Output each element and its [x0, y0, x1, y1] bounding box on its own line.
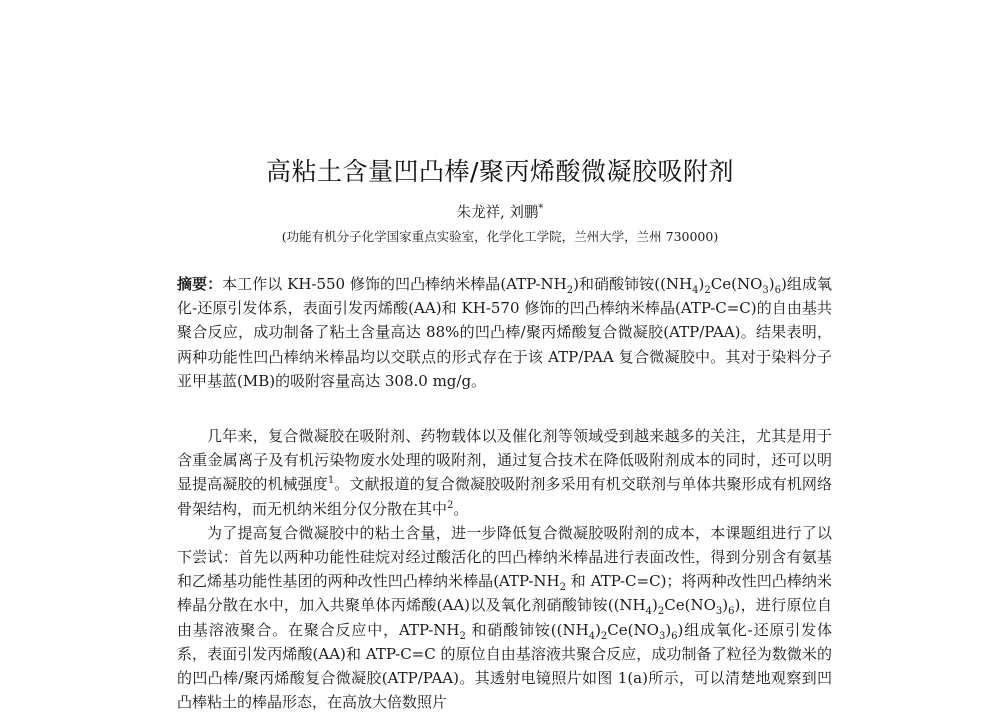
- subscript: 2: [704, 285, 711, 296]
- body-text: [177, 424, 832, 714]
- body-text-run: )，进行原位自由基溶液聚合。在聚合反应中，ATP-NH: [177, 596, 832, 639]
- body-text-run: ): [595, 620, 601, 639]
- body-paragraph-1: [177, 424, 832, 521]
- abstract-text: )组成氧化-还原引发体系，表面引发丙烯酸(AA)和 KH-570 修饰的凹凸棒纳米棒晶(ATP-C=C)的自由基共聚合反应，成功制备了粘土含量高达 88%的凹凸棒/聚丙烯酸复合微凝胶(ATP/PAA)。结果表明，两种功能性凹凸棒纳米棒晶均以交联点的形式存在于该 ATP/PAA 复合微凝胶中。其对于染料分子亚甲基蓝(MB)的吸附容量高达 308.0 mg/g。: [177, 275, 832, 390]
- abstract-text: ): [768, 275, 775, 293]
- subscript: 4: [645, 606, 653, 618]
- body-text-run: Ce(NO: [664, 596, 716, 615]
- body-text-run: 。: [453, 499, 469, 518]
- subscript: 3: [762, 285, 769, 296]
- subscript: 3: [658, 630, 666, 642]
- abstract-text: Ce(NO: [710, 275, 763, 293]
- subscript: 2: [559, 582, 566, 594]
- paper-title: 高粘土含量凹凸棒/聚丙烯酸微凝胶吸附剂: [266, 157, 734, 186]
- corresponding-author-mark: *: [538, 203, 544, 215]
- subscript: 2: [657, 606, 665, 618]
- author-names: 朱龙祥, 刘鹏: [456, 205, 539, 221]
- subscript: 6: [774, 285, 781, 296]
- body-text-run: 为了提高复合微凝胶中的粘土含量，进一步降低复合微凝胶吸附剂的成本，本课题组进行了以下尝试：首先以两种功能性硅烷对经过酸活化的凹凸棒纳米棒晶进行表面改性，得到分别含有氨基和乙烯基功能性基团的两种改性凹凸棒纳米棒晶(ATP-NH: [177, 523, 832, 591]
- body-text-run: 和硝酸铈铵((NH: [465, 620, 589, 639]
- body-text-run: ): [722, 596, 729, 615]
- abstract-text: )和硝酸铈铵((NH: [573, 275, 693, 293]
- subscript: 6: [671, 630, 678, 642]
- subscript: 3: [715, 606, 723, 618]
- abstract-text: 本工作以 KH-550 修饰的凹凸棒纳米棒晶(ATP-NH: [222, 275, 567, 293]
- subscript: 2: [600, 630, 608, 642]
- subscript: 6: [728, 606, 735, 618]
- subscript: 4: [692, 285, 699, 296]
- citation-ref: 2: [447, 499, 454, 511]
- subscript: 2: [459, 630, 466, 642]
- body-text-run: ): [665, 620, 672, 639]
- citation-ref: 1: [327, 475, 335, 487]
- body-paragraph-2: [177, 521, 832, 715]
- abstract-block: [177, 272, 832, 393]
- body-text-run: )组成氧化-还原引发体系，表面引发丙烯酸(AA)和 ATP-C=C 的原位自由基溶液共聚合反应，成功制备了粒径为数微米的的凹凸棒/聚丙烯酸复合微凝胶(ATP/PAA)。其透射电镜照片如图 1(a)所示，可以清楚地观察到凹凸棒粘土的棒晶形态，在高放大倍数照片: [177, 620, 832, 712]
- author-line: [0, 201, 1000, 222]
- abstract-text: ): [698, 275, 705, 293]
- affiliation: (功能有机分子化学国家重点实验室，化学化工学院，兰州大学，兰州 730000): [281, 229, 719, 244]
- body-text-run: ): [652, 596, 658, 615]
- abstract-label: 摘要：: [177, 275, 223, 293]
- body-text-run: 。文献报道的复合微凝胶吸附剂多采用有机交联剂与单体共聚形成有机网络骨架结构，而无机纳米组分仅分散在其中: [177, 475, 832, 518]
- subscript: 4: [588, 630, 596, 642]
- body-text-run: 和 ATP-C=C)；将两种改性凹凸棒纳米棒晶分散在水中，加入共聚单体丙烯酸(AA)以及氧化剂硝酸铈铵((NH: [177, 572, 832, 615]
- body-text-run: Ce(NO: [607, 620, 659, 639]
- subscript: 2: [566, 285, 574, 296]
- body-text-run: 几年来，复合微凝胶在吸附剂、药物载体以及催化剂等领域受到越来越多的关注，尤其是用于含重金属离子及有机污染物废水处理的吸附剂，通过复合技术在降低吸附剂成本的同时，还可以明显提高凝胶的机械强度: [177, 427, 832, 494]
